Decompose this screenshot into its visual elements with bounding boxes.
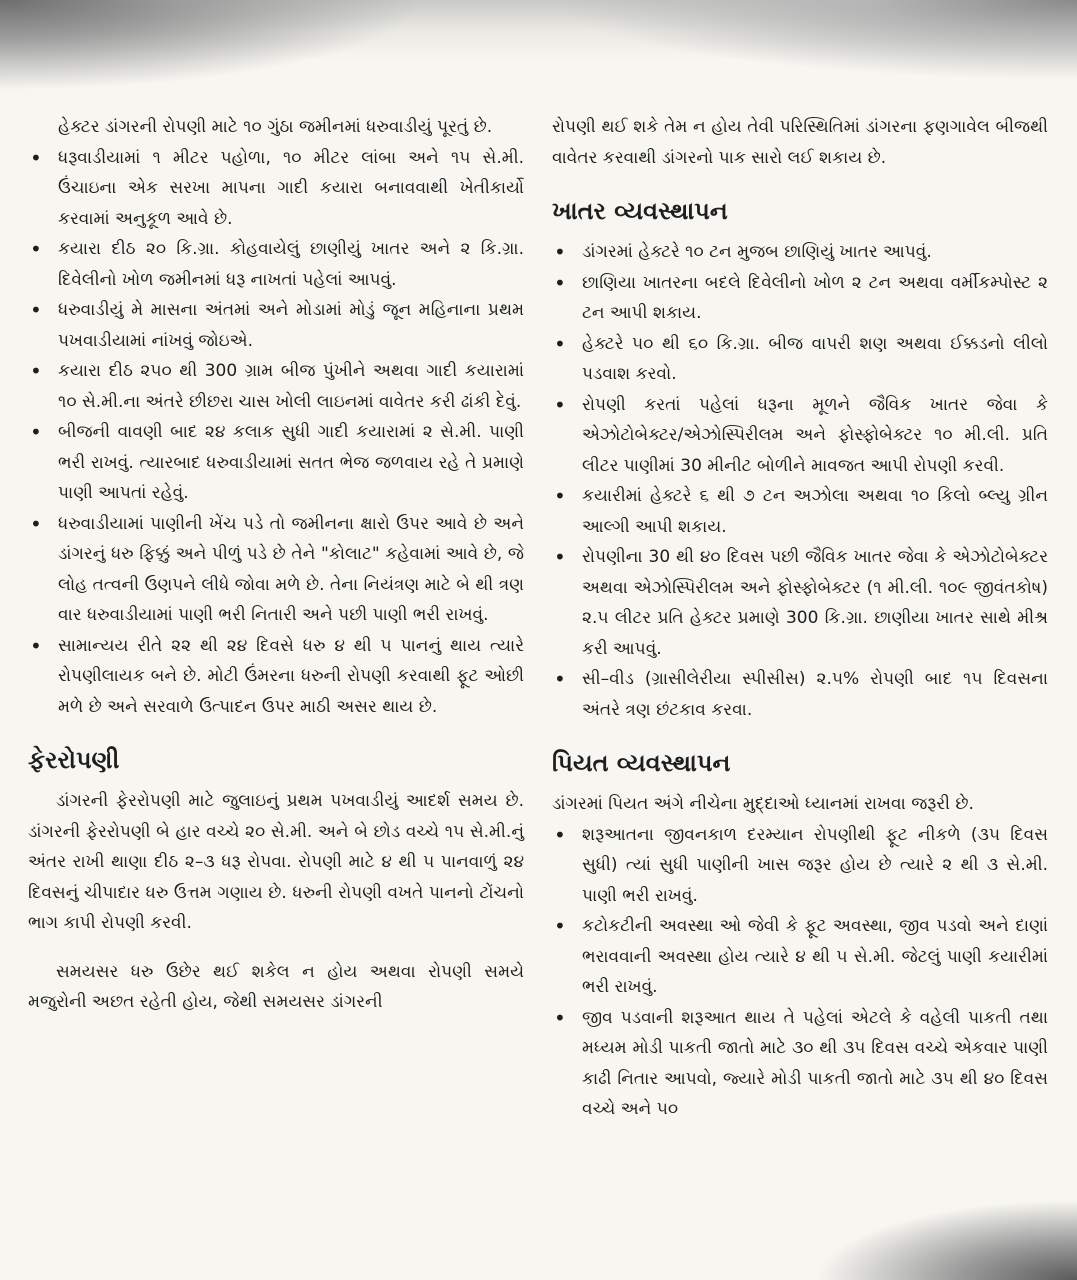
- list-item: • બીજની વાવણી બાદ ૨૪ કલાક સુધી ગાદી કયારામાં ૨ સે.મી. પાણી ભરી રાખવું. ત્યારબાદ ધરુવાડીયામાં સતત ભેજ જળવાય રહે તે પ્રમાણે પાણી આપતાં રહેવું.: [28, 417, 524, 509]
- list-item: • ધરુવાડીયું મે માસના અંતમાં અને મોડામાં મોડું જૂન મહિનાના પ્રથમ પખવાડીયામાં નાંખવું જોઇએ.: [28, 295, 524, 356]
- paragraph: ડાંગરમાં પિયત અંગે નીચેના મુદ્દાઓ ધ્યાનમાં રાખવા જરૂરી છે.: [552, 794, 974, 814]
- left-intro: હેક્ટર ડાંગરની રોપણી માટે ૧૦ ગુંઠા જમીનમાં ધરુવાડીયું પૂરતું છે.: [58, 117, 493, 137]
- right-column: [552, 112, 1048, 1125]
- section-heading-transplanting: ફેરરોપણી: [28, 746, 120, 774]
- section-heading-fertilizer: ખાતર વ્યવસ્થાપન: [552, 197, 728, 225]
- list-item: • સામાન્યય રીતે ૨૨ થી ૨૪ દિવસે ધરુ ૪ થી ૫ પાનનું થાય ત્યારે રોપણીલાયક બને છે. મોટી ઉંમરના ધરુની રોપણી કરવાથી ફૂટ ઓછી મળે છે અને સરવાળે ઉત્પાદન ઉપર માઠી અસર થાય છે.: [28, 631, 524, 723]
- left-column: [28, 112, 524, 1018]
- list-item: • ધરુવાડીયામાં પાણીની ખેંચ પડે તો જમીનના ક્ષારો ઉપર આવે છે અને ડાંગરનું ધરુ ફિક્કું અને પીળું પડે છે તેને "કોલાટ" કહેવામાં આવે છે, જે લોહ તત્વની ઉણપને લીધે જોવા મળે છે. તેના નિયંત્રણ માટે બે થી ત્રણ વાર ધરુવાડીયામાં પાણી ભરી નિતારી અને પછી પાણી ભરી રાખવું.: [28, 509, 524, 631]
- irrigation-bullet-list: [552, 820, 1048, 1125]
- list-item: • રોપણીના 30 થી ૪૦ દિવસ પછી જૈવિક ખાતર જેવા કે એઝોટોબેક્ટર અથવા એઝોસ્પિરીલમ અને ફોસ્ફોબેક્ટર (૧ મી.લી. ૧૦૯ જીવંતકોષ) ૨.૫ લીટર પ્રતિ હેક્ટર પ્રમાણે 300 કિ.ગ્રા. છાણીયા ખાતર સાથે મીશ્ર કરી આપવું.: [552, 542, 1048, 664]
- page-shadow-bottom: [577, 1160, 1077, 1280]
- list-item: • સી–વીડ (ગ્રાસીલેરીયા સ્પીસીસ) ૨.૫% રોપણી બાદ ૧૫ દિવસના અંતરે ત્રણ છંટકાવ કરવા.: [552, 664, 1048, 725]
- list-item: • શરૂઆતના જીવનકાળ દરમ્યાન રોપણીથી ફૂટ નીકળે (૩૫ દિવસ સુધી) ત્યાં સુધી પાણીની ખાસ જરૂર હોય છે ત્યારે ૨ થી ૩ સે.મી. પાણી ભરી રાખવું.: [552, 820, 1048, 912]
- list-item: • રોપણી કરતાં પહેલાં ધરૂના મૂળને જૈવિક ખાતર જેવા કે એઝોટોબેક્ટર/એઝોસ્પિરીલમ અને ફોસ્ફોબેક્ટર ૧૦ મી.લી. પ્રતિ લીટર પાણીમાં 30 મીનીટ બોળીને માવજત આપી રોપણી કરવી.: [552, 390, 1048, 482]
- list-item: • કયારા દીઠ ૨૦ કિ.ગ્રા. કોહવાયેલું છાણીયું ખાતર અને ૨ કિ.ગ્રા. દિવેલીનો ખોળ જમીનમાં ધરૂ નાખતાં પહેલાં આપવું.: [28, 234, 524, 295]
- paragraph: ડાંગરની ફેરરોપણી માટે જુલાઇનું પ્રથમ પખવાડીયું આદર્શ સમય છે. ડાંગરની ફેરરોપણી બે હાર વચ્ચે ૨૦ સે.મી. અને બે છોડ વચ્ચે ૧૫ સે.મી.નું અંતર રાખી થાણા દીઠ ૨–૩ ધરૂ રોપવા. રોપણી માટે ૪ થી ૫ પાનવાળું ૨૪ દિવસનું ચીપાદાર ધરુ ઉત્તમ ગણાય છે. ધરુની રોપણી વખતે પાનનો ટોંચનો ભાગ કાપી રોપણી કરવી.: [28, 791, 524, 933]
- list-item: • જીવ પડવાની શરૂઆત થાય તે પહેલાં એટલે કે વહેલી પાકતી તથા મધ્યમ મોડી પાકતી જાતો માટે ૩૦ થી ૩૫ દિવસ વચ્ચે એકવાર પાણી કાઢી નિતાર આપવો, જ્યારે મોડી પાકતી જાતો માટે ૩૫ થી ૪૦ દિવસ વચ્ચે અને ૫૦: [552, 1003, 1048, 1125]
- page-shadow-top: [0, 0, 1077, 110]
- list-item: • કયારા દીઠ ૨૫૦ થી 300 ગ્રામ બીજ પુંખીને અથવા ગાદી કયારામાં ૧૦ સે.મી.ના અંતરે છીછરા ચાસ ખોલી લાઇનમાં વાવેતર કરી ઢાંકી દેવું.: [28, 356, 524, 417]
- right-intro: રોપણી થઈ શકે તેમ ન હોય તેવી પરિસ્થિતિમાં ડાંગરના ફણગાવેલ બીજથી વાવેતર કરવાથી ડાંગરનો પાક સારો લઈ શકાય છે.: [552, 117, 1048, 168]
- list-item: • છાણિયા ખાતરના બદલે દિવેલીનો ખોળ ૨ ટન અથવા વર્મીકમ્પોસ્ટ ૨ ટન આપી શકાય.: [552, 268, 1048, 329]
- list-item: • કટોકટીની અવસ્થા ઓ જેવી કે ફૂટ અવસ્થા, જીવ પડવો અને દાણાં ભરાવવાની અવસ્થા હોય ત્યારે ૪ થી ૫ સે.મી. જેટલું પાણી કયારીમાં ભરી રાખવું.: [552, 911, 1048, 1003]
- left-bullet-list: [28, 143, 524, 723]
- list-item: • ધરૂવાડીયામાં ૧ મીટર પહોળા, ૧૦ મીટર લાંબા અને ૧૫ સે.મી. ઉંચાઇના એક સરખા માપના ગાદી કયારા બનાવવાથી ખેતીકાર્યો કરવામાં અનુકૂળ આવે છે.: [28, 143, 524, 235]
- list-item: • કયારીમાં હેક્ટરે ૬ થી ૭ ટન અઝોલા અથવા ૧૦ કિલો બ્લ્યુ ગ્રીન આલ્ગી આપી શકાય.: [552, 481, 1048, 542]
- section-heading-irrigation: પિયત વ્યવસ્થાપન: [552, 749, 731, 777]
- list-item: • ડાંગરમાં હેક્ટરે ૧૦ ટન મુજબ છાણિયું ખાતર આપવું.: [552, 237, 1048, 268]
- list-item: • હેક્ટરે ૫૦ થી ૬૦ કિ.ગ્રા. બીજ વાપરી શણ અથવા ઈક્કડનો લીલો પડવાશ કરવો.: [552, 329, 1048, 390]
- fertilizer-bullet-list: [552, 237, 1048, 725]
- paragraph: સમયસર ધરુ ઉછેર થઈ શકેલ ન હોય અથવા રોપણી સમયે મજુરોની અછત રહેતી હોય, જેથી સમયસર ડાંગરની: [28, 961, 524, 1012]
